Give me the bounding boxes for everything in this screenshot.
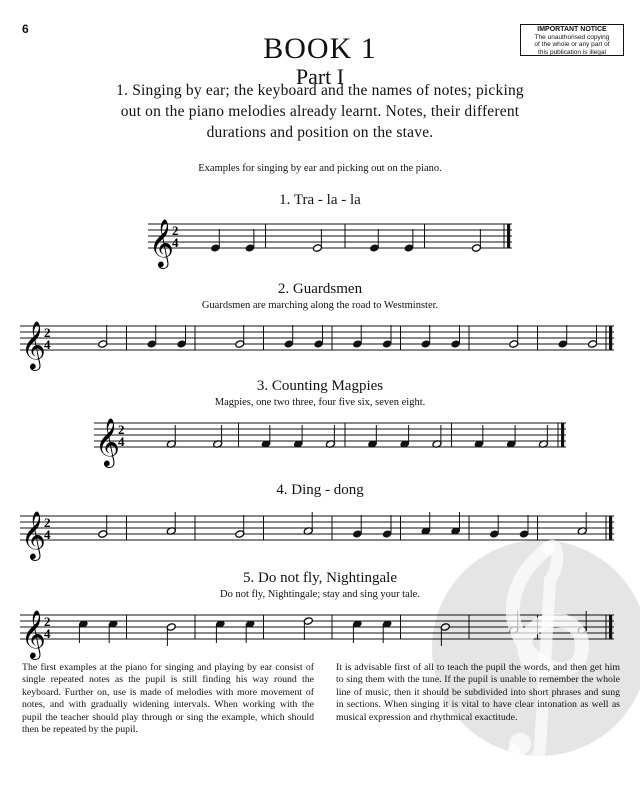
treble-clef-icon: 𝄞 <box>149 218 174 267</box>
note <box>98 515 108 538</box>
song-title: 3. Counting Magpies <box>256 378 384 394</box>
lesson-line: 1. Singing by ear; the keyboard and the names of notes; picking <box>116 82 524 99</box>
note <box>352 325 362 348</box>
note <box>235 325 245 348</box>
note <box>314 325 324 348</box>
note <box>382 620 392 643</box>
notice-heading: IMPORTANT NOTICE <box>537 26 607 33</box>
note <box>245 229 255 252</box>
note <box>166 425 176 448</box>
watermark-logo <box>430 508 640 788</box>
note <box>400 425 410 448</box>
note <box>474 425 484 448</box>
note <box>213 425 223 448</box>
note <box>215 620 225 643</box>
note <box>235 515 245 538</box>
lesson-line: out on the piano melodies already learnt. Notes, their different <box>120 103 520 120</box>
lesson-heading <box>80 80 560 143</box>
notice-line: The unauthorised copying <box>534 33 610 41</box>
note <box>210 229 220 252</box>
note <box>284 325 294 348</box>
music-staff <box>20 316 620 369</box>
time-signature-bottom: 4 <box>118 434 125 449</box>
note <box>303 512 313 535</box>
left-column-text: The first examples at the piano for singing and playing by ear consist of single repeated notes as the pupil is still finding his way round the keyboard. Further on, use is made of melodies with more movement of notes, and with gradually widening intervals. When working with the pupil the teacher should play through or sing the example, which should then be repeated by the pupil. <box>22 662 314 736</box>
time-signature-top: 2 <box>44 614 51 629</box>
final-bar-thick <box>507 224 510 248</box>
note <box>421 325 431 348</box>
note <box>352 620 362 643</box>
note <box>147 325 157 348</box>
time-signature-top: 2 <box>44 515 51 530</box>
note <box>558 325 568 348</box>
song-title: 5. Do not fly, Nightingale <box>242 570 397 586</box>
note <box>245 620 255 643</box>
note <box>369 229 379 252</box>
treble-clef-icon: 𝄞 <box>21 510 46 559</box>
time-signature-bottom: 4 <box>44 527 51 542</box>
lesson-line: durations and position on the stave. <box>206 124 434 141</box>
note <box>108 620 118 643</box>
time-signature-bottom: 4 <box>44 337 51 352</box>
note <box>539 425 549 448</box>
note <box>177 325 187 348</box>
song-title: 2. Guardsmen <box>277 281 363 297</box>
music-staff <box>94 413 572 466</box>
note <box>506 425 516 448</box>
page-number: 6 <box>22 22 29 36</box>
right-column-text: It is advisable first of all to teach the pupil the words, and then get him to sing them with the tune. If the pupil is unable to remember the whole line of music, then it should be subdivided into short phrases and sung in sections. When singing it is vital to have clear intonation as well as musical expression and rhythmical exactitude. <box>336 662 620 723</box>
book-title: BOOK 1 <box>263 32 377 65</box>
note <box>78 620 88 643</box>
note <box>313 229 323 252</box>
treble-clef-icon: 𝄞 <box>21 320 46 369</box>
note <box>293 425 303 448</box>
note <box>451 325 461 348</box>
note <box>166 623 176 646</box>
note <box>472 229 482 252</box>
note <box>326 425 336 448</box>
note <box>382 325 392 348</box>
note <box>588 325 598 348</box>
final-bar-thick <box>561 423 564 447</box>
treble-clef-icon: 𝄞 <box>95 417 120 466</box>
note <box>261 425 271 448</box>
note <box>367 425 377 448</box>
note <box>509 325 519 348</box>
note <box>404 229 414 252</box>
time-signature-bottom: 4 <box>44 626 51 641</box>
time-signature-top: 2 <box>118 422 125 437</box>
song-title: 1. Tra - la - la <box>279 192 361 208</box>
music-staff <box>148 214 518 267</box>
notice-line: this publication is illegal <box>538 48 606 56</box>
time-signature-top: 2 <box>44 325 51 340</box>
note <box>352 515 362 538</box>
note <box>166 512 176 535</box>
part-title: Part I <box>295 64 345 89</box>
song-lyric: Do not fly, Nightingale; stay and sing your tale. <box>220 589 420 600</box>
song-lyric: Magpies, one two three, four five six, seven eight. <box>214 397 426 408</box>
song-title: 4. Ding - dong <box>276 482 364 498</box>
treble-clef-icon: 𝄞 <box>21 609 46 658</box>
note <box>303 617 313 640</box>
time-signature-top: 2 <box>172 223 179 238</box>
intro-text: Examples for singing by ear and picking out on the piano. <box>198 163 442 174</box>
final-bar-thick <box>609 326 612 350</box>
note <box>382 515 392 538</box>
note <box>432 425 442 448</box>
note <box>98 325 108 348</box>
song-lyric: Guardsmen are marching along the road to Westminster. <box>201 300 439 311</box>
notice-line: of the whole or any part of <box>534 41 610 48</box>
time-signature-bottom: 4 <box>172 235 179 250</box>
